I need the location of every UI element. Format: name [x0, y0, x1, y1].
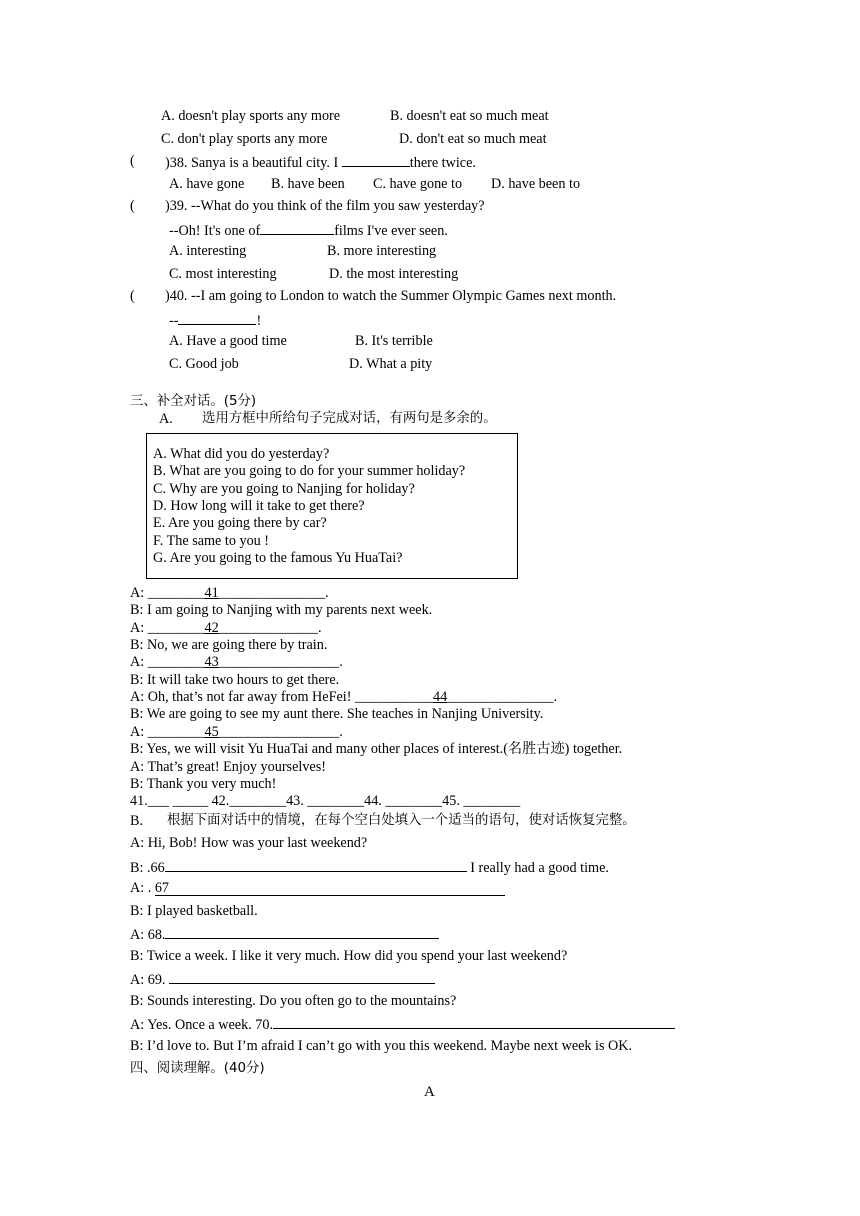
q40-stem: )40. --I am going to London to watch the Summer Olympic Games next month. [165, 288, 617, 304]
q37-option-d: D. don't eat so much meat [399, 131, 547, 147]
q40-option-d: D. What a pity [349, 356, 433, 372]
q39-line2-pre: --Oh! It's one of [169, 223, 261, 239]
q38-option-b: B. have been [271, 176, 345, 192]
q39-option-c: C. most interesting [169, 266, 277, 282]
dialogue-a-line-41 [130, 584, 329, 602]
q38-option-d: D. have been to [491, 176, 581, 192]
q39-option-d: D. the most interesting [329, 266, 459, 282]
q40-option-c: C. Good job [169, 356, 239, 372]
blank-67 [155, 881, 505, 896]
box-option-b: B. What are you going to do for your summer holiday? [153, 463, 466, 479]
dialogue-line-pre: A: ________ [130, 654, 205, 670]
q38-option-c: C. have gone to [373, 176, 463, 192]
blank-68 [165, 924, 439, 939]
q39-blank [260, 220, 334, 235]
dialogue-b-line-6: B: Twice a week. I like it very much. How did you spend your last weekend? [130, 948, 568, 964]
q38-blank [342, 152, 410, 167]
blank-number-42: 42 [204, 620, 219, 636]
section3-partB-instruction: 根据下面对话中的情境，在每个空白处填入一个适当的语句，使对话恢复完整。 [167, 813, 636, 828]
box-option-g: G. Are you going to the famous Yu HuaTai? [153, 550, 403, 566]
box-option-d: D. How long will it take to get there? [153, 498, 365, 514]
dialogue-b-line-4: B: I played basketball. [130, 903, 258, 919]
dialogue-line-pre: A: ________ [130, 620, 205, 636]
dialogue-line-pre: A: ________ [130, 585, 205, 601]
q38-stem-post: there twice. [409, 155, 476, 171]
dialogue-a-line-11: A: That’s great! Enjoy yourselves! [130, 759, 326, 775]
dialogue-b-line-8: B: Sounds interesting. Do you often go to the mountains? [130, 993, 457, 1009]
blank-69 [169, 969, 435, 984]
q40-line2 [169, 310, 261, 330]
dialogue-a-line-10: B: Yes, we will visit Yu HuaTai and many other places of interest.(名胜古迹) together. [130, 741, 623, 757]
dialogue-a-line-8: B: We are going to see my aunt there. She teaches in Nanjing University. [130, 706, 544, 722]
section3-heading: 三、补全对话。(5分) [130, 394, 257, 409]
dialogue-b-line-67 [130, 879, 505, 897]
dialogue-line-post: _______________. [447, 689, 558, 705]
dialogue-line-post: ______________. [218, 620, 322, 636]
q39-paren: ( [130, 198, 135, 214]
dialogue-line-pre: A: Oh, that’s not far away from HeFei! ___________ [130, 689, 434, 705]
dialogue-line-pre: A: 68. [130, 927, 166, 943]
answers-line: 41.___ _____ 42.________43. ________44. ________45. ________ [130, 793, 521, 809]
passage-letter: A [424, 1084, 435, 1100]
dialogue-line-pre: A: Yes. Once a week. 70. [130, 1017, 274, 1033]
dialogue-line-pre: A: ________ [130, 724, 205, 740]
dialogue-b-line-10: B: I’d love to. But I’m afraid I can’t go with you this weekend. Maybe next week is OK. [130, 1038, 633, 1054]
q38-option-a: A. have gone [169, 176, 245, 192]
q40-option-b: B. It's terrible [355, 333, 433, 349]
q40-option-a: A. Have a good time [169, 333, 287, 349]
q40-paren: ( [130, 288, 135, 304]
dialogue-a-line-42 [130, 619, 322, 637]
dialogue-line-post: _________________. [218, 654, 343, 670]
dialogue-line-pre: A: . [130, 880, 155, 896]
q38-stem [165, 152, 476, 172]
q37-option-c: C. don't play sports any more [161, 131, 328, 147]
dialogue-a-line-12: B: Thank you very much! [130, 776, 277, 792]
dialogue-a-line-6: B: It will take two hours to get there. [130, 672, 340, 688]
q39-option-a: A. interesting [169, 243, 247, 259]
section3-partA-instruction: 选用方框中所给句子完成对话，有两句是多余的。 [202, 411, 497, 426]
blank-number-67: 67 [154, 880, 170, 896]
dialogue-b-line-70 [130, 1014, 675, 1034]
box-option-c: C. Why are you going to Nanjing for holiday? [153, 481, 415, 497]
dialogue-b-line-66 [130, 857, 609, 877]
blank-number-44: 44 [433, 689, 448, 705]
q39-line2-post: films I've ever seen. [334, 223, 448, 239]
q40-blank [178, 310, 256, 325]
dialogue-b-line-68 [130, 924, 439, 944]
q39-line2 [169, 220, 448, 240]
box-option-f: F. The same to you ! [153, 533, 270, 549]
dialogue-a-line-2: B: I am going to Nanjing with my parents next week. [130, 602, 433, 618]
q40-line2-pre: -- [169, 313, 179, 329]
q39-option-b: B. more interesting [327, 243, 437, 259]
blank-66 [165, 857, 467, 872]
blank-number-41: 41 [204, 585, 219, 601]
box-option-e: E. Are you going there by car? [153, 515, 327, 531]
dialogue-b-line-69 [130, 969, 435, 989]
blank-70 [273, 1014, 675, 1029]
dialogue-b-line-1: A: Hi, Bob! How was your last weekend? [130, 835, 368, 851]
dialogue-line-post: I really had a good time. [466, 860, 609, 876]
q38-stem-pre: )38. Sanya is a beautiful city. I [165, 155, 342, 171]
dialogue-line-post: _________________. [218, 724, 343, 740]
section3-partB-letter: B. [130, 813, 144, 829]
blank-number-45: 45 [204, 724, 219, 740]
dialogue-a-line-4: B: No, we are going there by train. [130, 637, 328, 653]
section3-partA-letter: A. [159, 411, 173, 427]
dialogue-line-pre: B: .66 [130, 860, 165, 876]
dialogue-a-line-45 [130, 723, 343, 741]
section4-heading: 四、阅读理解。(40分) [130, 1061, 265, 1076]
q40-line2-post: ! [256, 313, 262, 329]
q38-paren: ( [130, 153, 135, 169]
box-option-a: A. What did you do yesterday? [153, 446, 330, 462]
q39-stem: )39. --What do you think of the film you saw yesterday? [165, 198, 485, 214]
q37-option-a: A. doesn't play sports any more [161, 108, 341, 124]
dialogue-line-post: _______________. [218, 585, 329, 601]
blank-number-43: 43 [204, 654, 219, 670]
dialogue-a-line-43 [130, 653, 343, 671]
dialogue-a-line-44 [130, 688, 557, 706]
q37-option-b: B. doesn't eat so much meat [390, 108, 549, 124]
dialogue-line-pre: A: 69. [130, 972, 170, 988]
